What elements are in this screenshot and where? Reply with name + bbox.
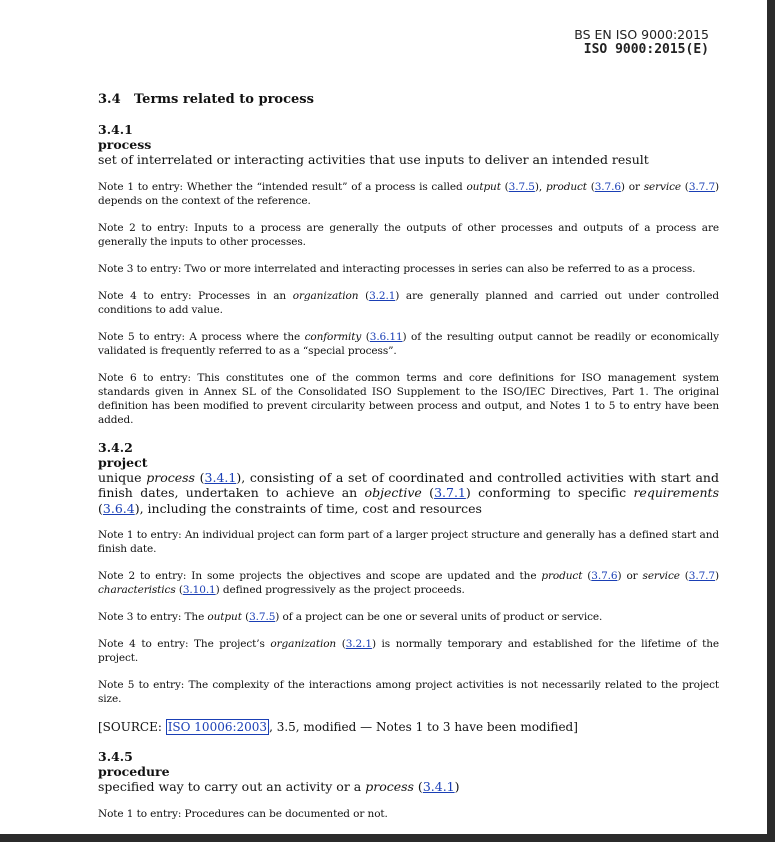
ref-link[interactable]: 3.7.6 [594, 180, 621, 193]
term-name: project [98, 454, 148, 470]
note-2: Note 2 to entry: Inputs to a process are generally the outputs of other processes and outputs of a process are generally the inputs to other processes. [98, 221, 719, 248]
ref-link[interactable]: 3.7.1 [434, 485, 466, 500]
ref-link[interactable]: 3.6.11 [369, 330, 403, 343]
note-1: Note 1 to entry: Whether the “intended result” of a process is called output (3.7.5), product (3.7.6) or service (3.7.7) depends on the context of the reference. [98, 180, 720, 207]
ref-link[interactable]: 3.10.1 [182, 584, 216, 596]
term-number: 3.4.2 [98, 439, 133, 455]
note-5: Note 5 to entry: A process where the conformity (3.6.11) of the resulting output cannot be readily or economically validated is frequently referred to as a “special process”. [98, 330, 720, 357]
term-entry-project [98, 440, 719, 736]
section-number: 3.4 [98, 92, 121, 107]
ref-link[interactable]: 3.7.7 [688, 180, 716, 193]
ref-link[interactable]: 3.4.1 [422, 779, 455, 794]
section-heading [98, 91, 719, 109]
term-number: 3.4.5 [98, 749, 133, 764]
note-5: Note 5 to entry: The complexity of the interactions among project activities is not necessarily related to the project size. [98, 679, 719, 705]
note-1: Note 1 to entry: An individual project can form part of a larger project structure and generally has a defined start and finish date. [98, 529, 719, 555]
header-standard-iso: ISO 9000:2015(E) [583, 42, 709, 57]
ref-link[interactable]: 3.7.7 [688, 570, 715, 582]
document-body [98, 91, 719, 834]
note-1: Note 1 to entry: Procedures can be documented or not. [98, 807, 388, 820]
ref-link[interactable]: 3.7.5 [508, 180, 535, 193]
source-standard-link[interactable]: ISO 10006:2003 [167, 720, 268, 734]
note-2: Note 2 to entry: In some projects the objectives and scope are updated and the product (3.7.6) or service (3.7.7) characteristics (3.10.1) defined progressively as the project proceeds. [98, 570, 719, 596]
page-header [574, 27, 709, 57]
ref-link[interactable]: 3.2.1 [345, 638, 372, 650]
ref-link[interactable]: 3.7.5 [249, 611, 276, 623]
note-6: Note 6 to entry: This constitutes one of the common terms and core definitions for ISO management system standards given in Annex SL of the Consolidated ISO Supplement to the ISO/IEC Directives, Part 1. The original definition has been modified to prevent circularity between process and output, and Notes 1 to 5 to entry have been added. [98, 371, 719, 426]
note-4: Note 4 to entry: Processes in an organization (3.2.1) are generally planned and carried out under controlled conditions to add value. [98, 289, 720, 316]
term-name: procedure [98, 764, 170, 779]
ref-link[interactable]: 3.6.4 [102, 500, 135, 516]
ref-link[interactable]: 3.4.1 [204, 469, 237, 485]
term-name: process [98, 137, 152, 152]
term-number: 3.4.1 [98, 122, 133, 137]
ref-link[interactable]: 3.7.6 [591, 570, 618, 582]
section-title: Terms related to process [134, 92, 314, 107]
term-definition: unique process (3.4.1), consisting of a set of coordinated and controlled activities with start and finish dates, undertaken to achieve an objective (3.7.1) conforming to specific requirements (3.6.4), including the constraints of time, cost and resources [98, 469, 719, 516]
header-standard-bs: BS EN ISO 9000:2015 [574, 27, 709, 42]
term-entry-procedure [98, 749, 719, 821]
note-4: Note 4 to entry: The project’s organization (3.2.1) is normally temporary and established for the lifetime of the project. [98, 638, 720, 664]
ref-link[interactable]: 3.2.1 [369, 289, 396, 302]
term-entry-process [98, 122, 719, 427]
note-3: Note 3 to entry: The output (3.7.5) of a project can be one or several units of product or service. [98, 611, 603, 623]
term-definition: specified way to carry out an activity or a process (3.4.1) [98, 779, 460, 794]
source-citation: [SOURCE: ISO 10006:2003 , 3.5, modified — Notes 1 to 3 have been modified] [98, 720, 578, 734]
term-definition: set of interrelated or interacting activities that use inputs to deliver an intended result [98, 152, 649, 167]
note-3: Note 3 to entry: Two or more interrelated and interacting processes in series can also be referred to as a process. [98, 262, 696, 275]
